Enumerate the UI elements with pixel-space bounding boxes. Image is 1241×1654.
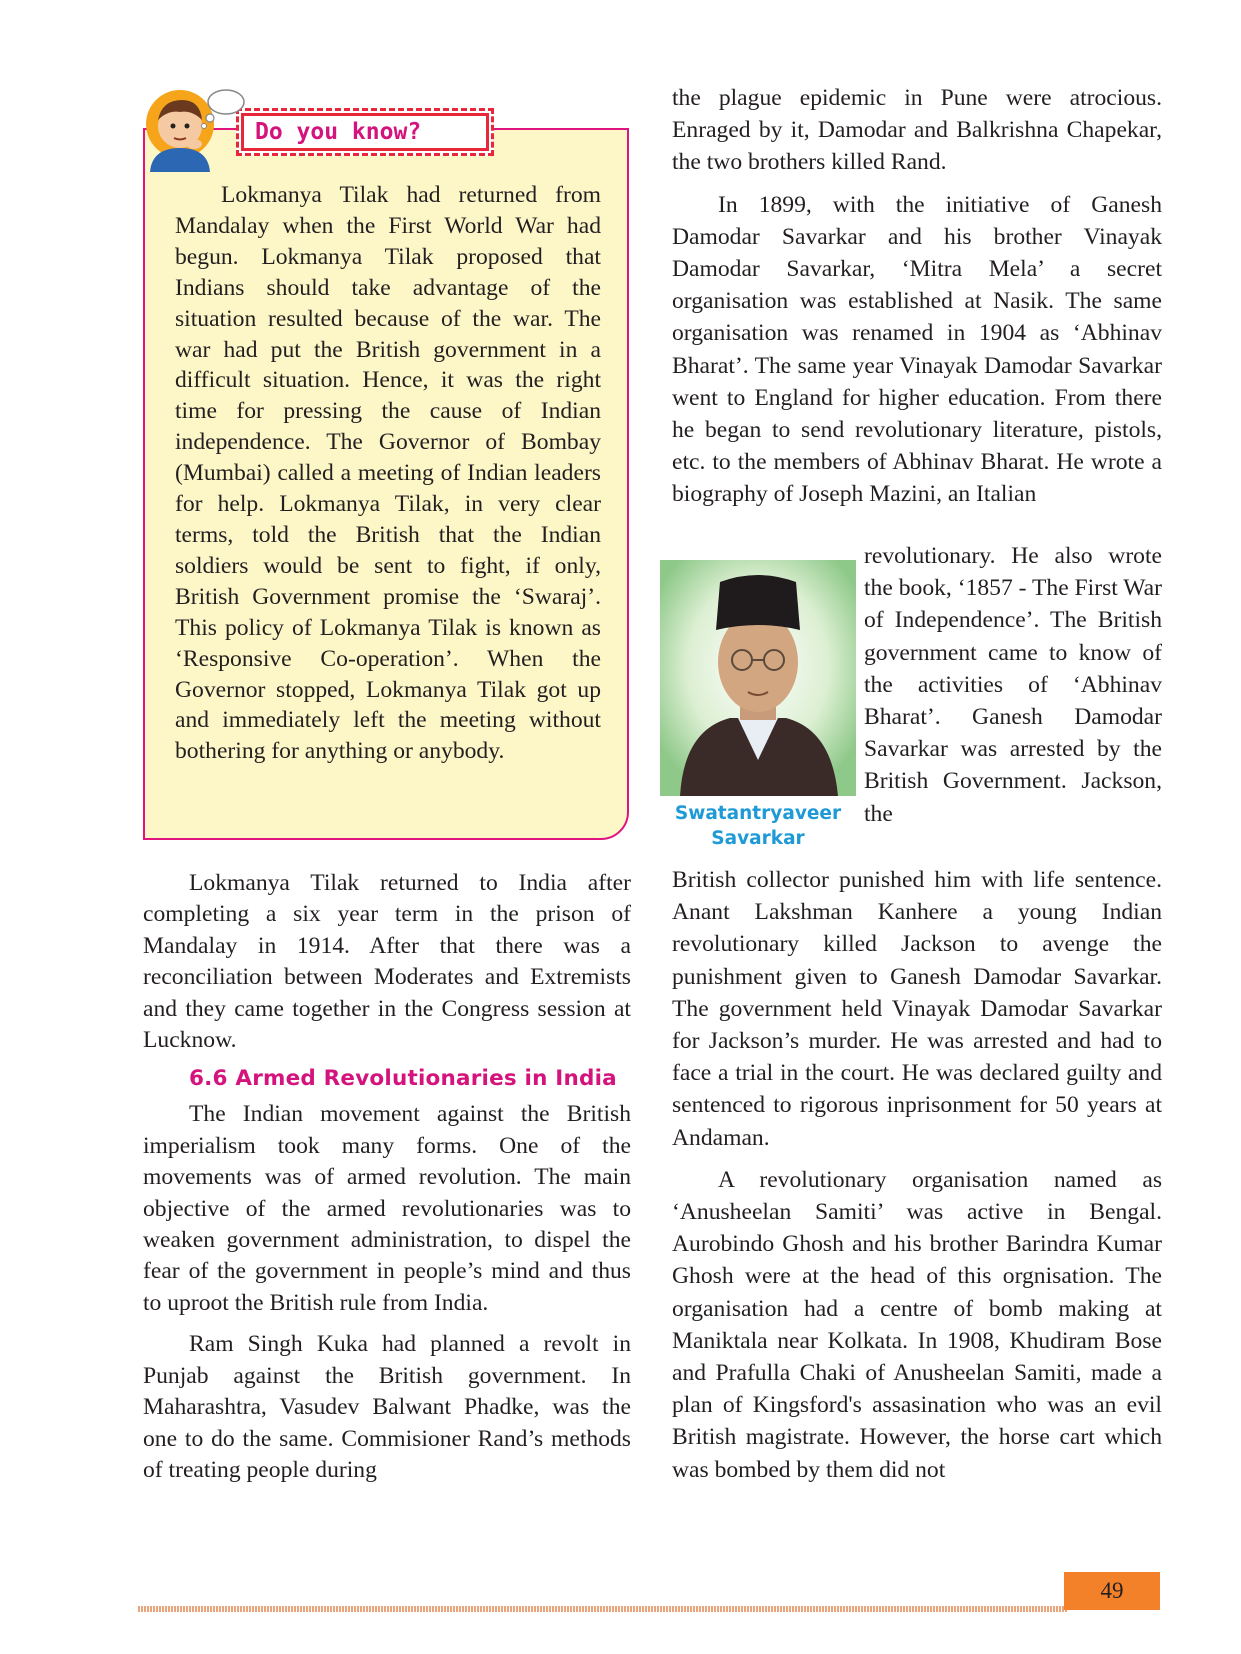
paragraph-ram-singh-kuka: Ram Singh Kuka had planned a revolt in Punjab against the British government. In Maharashtra, Vasudev Balwant Phadke, was the one to do the same. Commisioner Rand’s methods of treating people during [143, 1331, 631, 1483]
thinking-boy-icon [140, 86, 250, 172]
callout-text-block [175, 180, 601, 767]
caption-line-1: Swatantryaveer [674, 803, 842, 824]
paragraph-tilak-return: Lokmanya Tilak returned to India after completing a six year term in the prison of Mandalay in 1914. After that there was a reconciliation between Moderates and Extremists and they came together in the Congress session at Lucknow. [143, 870, 631, 1054]
portrait-caption [656, 801, 860, 851]
do-you-know-box [143, 128, 629, 840]
callout-paragraph: Lokmanya Tilak had returned from Mandalay when the First World War had begun. Lokmanya Tilak proposed that Indians should take advantage of the situation resulted because of the war. The war had put the British government in a difficult situation. Hence, it was the right time for pressing the cause of Indian independence. The Governor of Bombay (Mumbai) called a meeting of Indian leaders for help. Lokmanya Tilak, in very clear terms, told the British that the Indian soldiers would be sent to fight, if only, British Government promise the ‘Swaraj’. This policy of Lokmanya Tilak is known as ‘Responsive Co-operation’. When the Governor stopped, Lokmanya Tilak got up and immediately left the meeting without bothering for anything or anybody. [175, 182, 601, 765]
paragraph-gap [672, 1154, 1162, 1164]
section-heading: 6.6 Armed Revolutionaries in India [189, 1066, 617, 1092]
right-column-continued [672, 864, 1162, 1486]
paragraph-plague-rand: the plague epidemic in Pune were atrocious. Enraged by it, Damodar and Balkrishna Chapekar, the two brothers killed Rand. [672, 85, 1162, 176]
footer-rule [138, 1606, 1068, 1612]
paragraph-jackson: British collector punished him with life sentence. Anant Lakshman Kanhere a young Indian revolutionary killed Jackson to avenge the punishment given to Ganesh Damodar Savarkar. The government held Vinayak Damodar Savarkar for Jackson’s murder. He was arrested and had to face a trial in the court. He was declared guilty and sentenced to rigorous inprisonment for 50 years at Andaman. [672, 867, 1162, 1151]
paragraph-gap [143, 1319, 631, 1329]
paragraph-gap [672, 179, 1162, 189]
paragraph-wrap-savarkar: revolutionary. He also wrote the book, ‘1857 - The First War of Independence’. The British government came to know of the activities of ‘Abhinav Bharat’. Ganesh Damodar Savarkar was arrested by the British Government. Jackson, the [864, 543, 1163, 827]
do-you-know-title: Do you know? [236, 108, 494, 156]
paragraph-mitra-mela: In 1899, with the initiative of Ganesh Damodar Savarkar and his brother Vinayak Damodar Savarkar, ‘Mitra Mela’ a secret organisation was established at Nasik. The same organisation was renamed in 1904 as ‘Abhinav Bharat’. The same year Vinayak Damodar Savarkar went to England for higher education. From there he began to send revolutionary literature, pistols, etc. to the members of Abhinav Bharat. He wrote a biography of Joseph Mazini, an Italian [672, 191, 1162, 508]
paragraph-anusheelan-samiti: A revolutionary organisation named as ‘Anusheelan Samiti’ was active in Bengal. Aurobindo Ghosh and his brother Barindra Kumar Ghosh were at the head of this orgnisation. The organisation had a centre of bomb making at Maniktala near Kolkata. In 1908, Khudiram Bose and Prafulla Chaki of Anusheelan Samiti, made a plan of Kingsford's assasination who was an evil British magistrate. However, the horse cart which was bombed by them did not [672, 1166, 1162, 1483]
portrait-wrap-text [864, 540, 1162, 830]
paragraph-armed-revolution: The Indian movement against the British imperialism took many forms. One of the movements was of armed revolution. The main objective of the armed revolutionaries was to weaken government administration, to dispel the fear of the government in people’s mind and thus to uproot the British rule from India. [143, 1101, 631, 1316]
page-number: 49 [1064, 1572, 1160, 1610]
portrait-savarkar [660, 560, 856, 796]
caption-line-2: Savarkar [711, 828, 805, 849]
left-column [143, 868, 631, 1486]
right-column [672, 82, 1162, 511]
